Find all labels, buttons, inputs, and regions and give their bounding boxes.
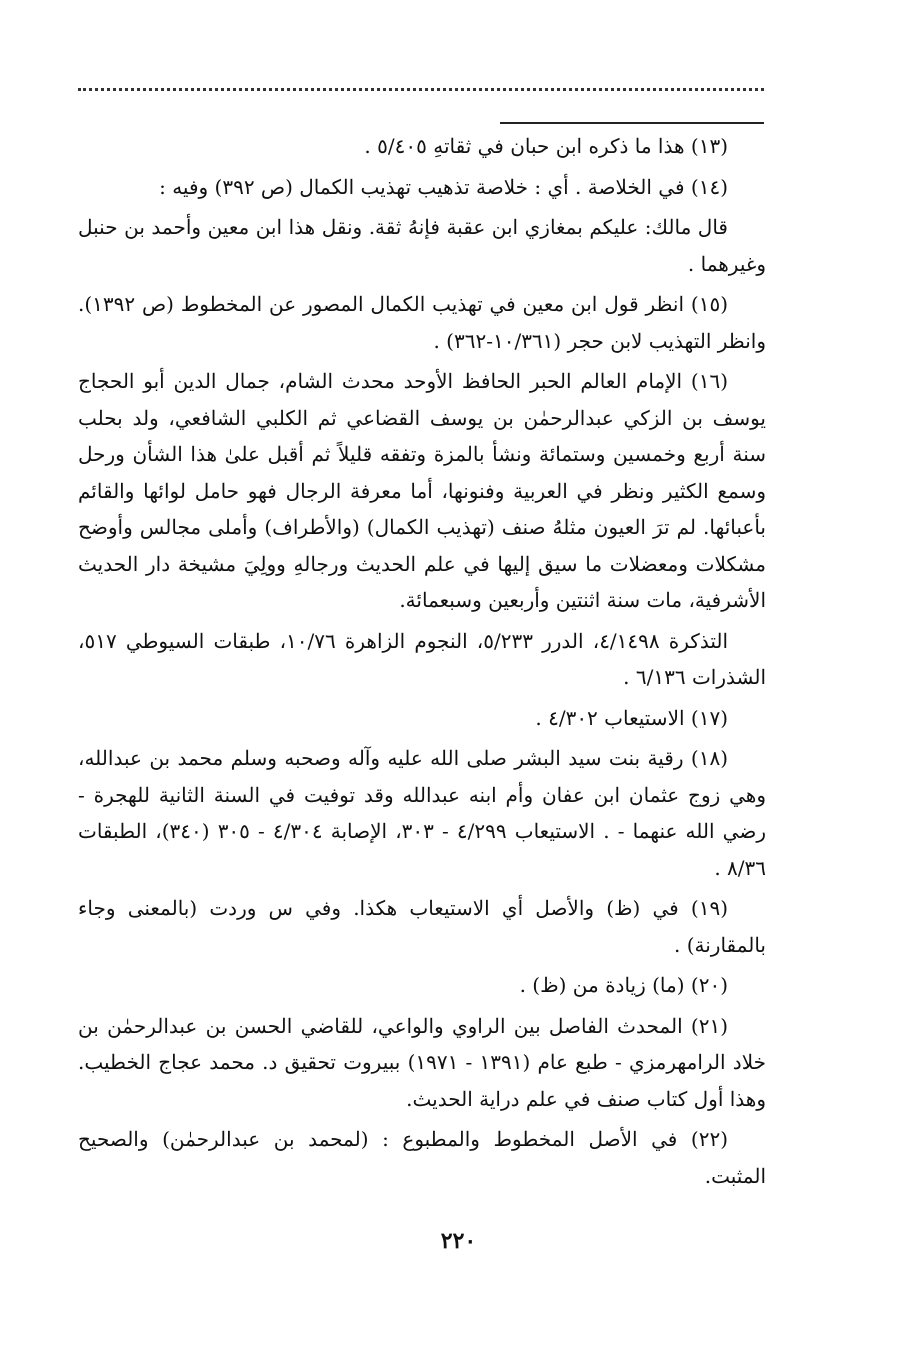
footnote-14-quote: قال مالك: عليكم بمغازي ابن عقبة فإنهُ ثقة. ونقل هذا ابن معين وأحمد بن حنبل وغيرهما . xyxy=(78,215,766,276)
footnote-15: (١٥) انظر قول ابن معين في تهذيب الكمال المصور عن المخطوط (ص ١٣٩٢). وانظر التهذيب لابن حجر (١٠/٣٦١-٣٦٢) . xyxy=(78,292,766,353)
dotted-separator xyxy=(78,88,764,101)
footnote-21: (٢١) المحدث الفاصل بين الراوي والواعي، للقاضي الحسن بن عبدالرحمٰن بن خلاد الرامهرمزي - طبع عام (١٣٩١ - ١٩٧١) ببيروت تحقيق د. محمد عجاج الخطيب. وهذا أول كتاب صنف في علم دراية الحديث. xyxy=(78,1013,766,1111)
footnote-22: (٢٢) في الأصل المخطوط والمطبوع : (لمحمد بن عبدالرحمٰن) والصحيح المثبت. xyxy=(78,1127,766,1188)
footnotes-block xyxy=(78,128,766,1198)
footnote-19: (١٩) في (ظ) والأصل أي الاستيعاب هكذا. وفي س وردت (بالمعنى وجاء بالمقارنة) . xyxy=(78,896,766,957)
page-number: ٢٢٠ xyxy=(440,1228,477,1254)
footnote-rule xyxy=(500,122,764,124)
footnote-20: (٢٠) (ما) زيادة من (ظ) . xyxy=(519,973,728,997)
footnote-13: (١٣) هذا ما ذكره ابن حبان في ثقاتهِ ٥/٤٠٥ . xyxy=(364,134,728,158)
footnote-14: (١٤) في الخلاصة . أي : خلاصة تذهيب تهذيب الكمال (ص ٣٩٢) وفيه : xyxy=(159,174,728,199)
footnote-18: (١٨) رقية بنت سيد البشر صلى الله عليه وآله وصحبه وسلم محمد بن عبدالله، وهي زوج عثمان ابن عفان وأم ابنه عبدالله وقد توفيت في السنة الثانية للهجرة - رضي الله عنهما - . الاستيعاب ٤/٢٩٩ - ٣٠٣، الإصابة ٤/٣٠٤ - ٣٠٥ (٣٤٠)، الطبقات ٨/٣٦ . xyxy=(78,746,766,880)
footnote-16-sources: التذكرة ٤/١٤٩٨، الدرر ٥/٢٣٣، النجوم الزاهرة ١٠/٧٦، طبقات السيوطي ٥١٧، الشذرات ٦/١٣٦ . xyxy=(78,628,766,689)
footnote-16: (١٦) الإمام العالم الحبر الحافظ الأوحد محدث الشام، جمال الدين أبو الحجاج يوسف بن الزكي عبدالرحمٰن بن يوسف القضاعي ثم الكلبي الشافعي، ولد بحلب سنة أربع وخمسين وستمائة ونشأ بالمزة وتفقه قليلاً ثم أقبل علىٰ هذا الشأن ورحل وسمع الكثير ونظر في العربية وفنونها، أما معرفة الرجال فهو حامل لوائها والقائم بأعبائها. لم ترَ العيون مثلهُ صنف (تهذيب الكمال) (والأطراف) وأملى مجالس وأوضح مشكلات ومعضلات ما سيق إليها في علم الحديث ورجالهِ وولِيَ مشيخة دار الحديث الأشرفية، مات سنة اثنتين وأربعين وسبعمائة. xyxy=(78,369,766,612)
footnote-17: (١٧) الاستيعاب ٤/٣٠٢ . xyxy=(535,705,728,730)
